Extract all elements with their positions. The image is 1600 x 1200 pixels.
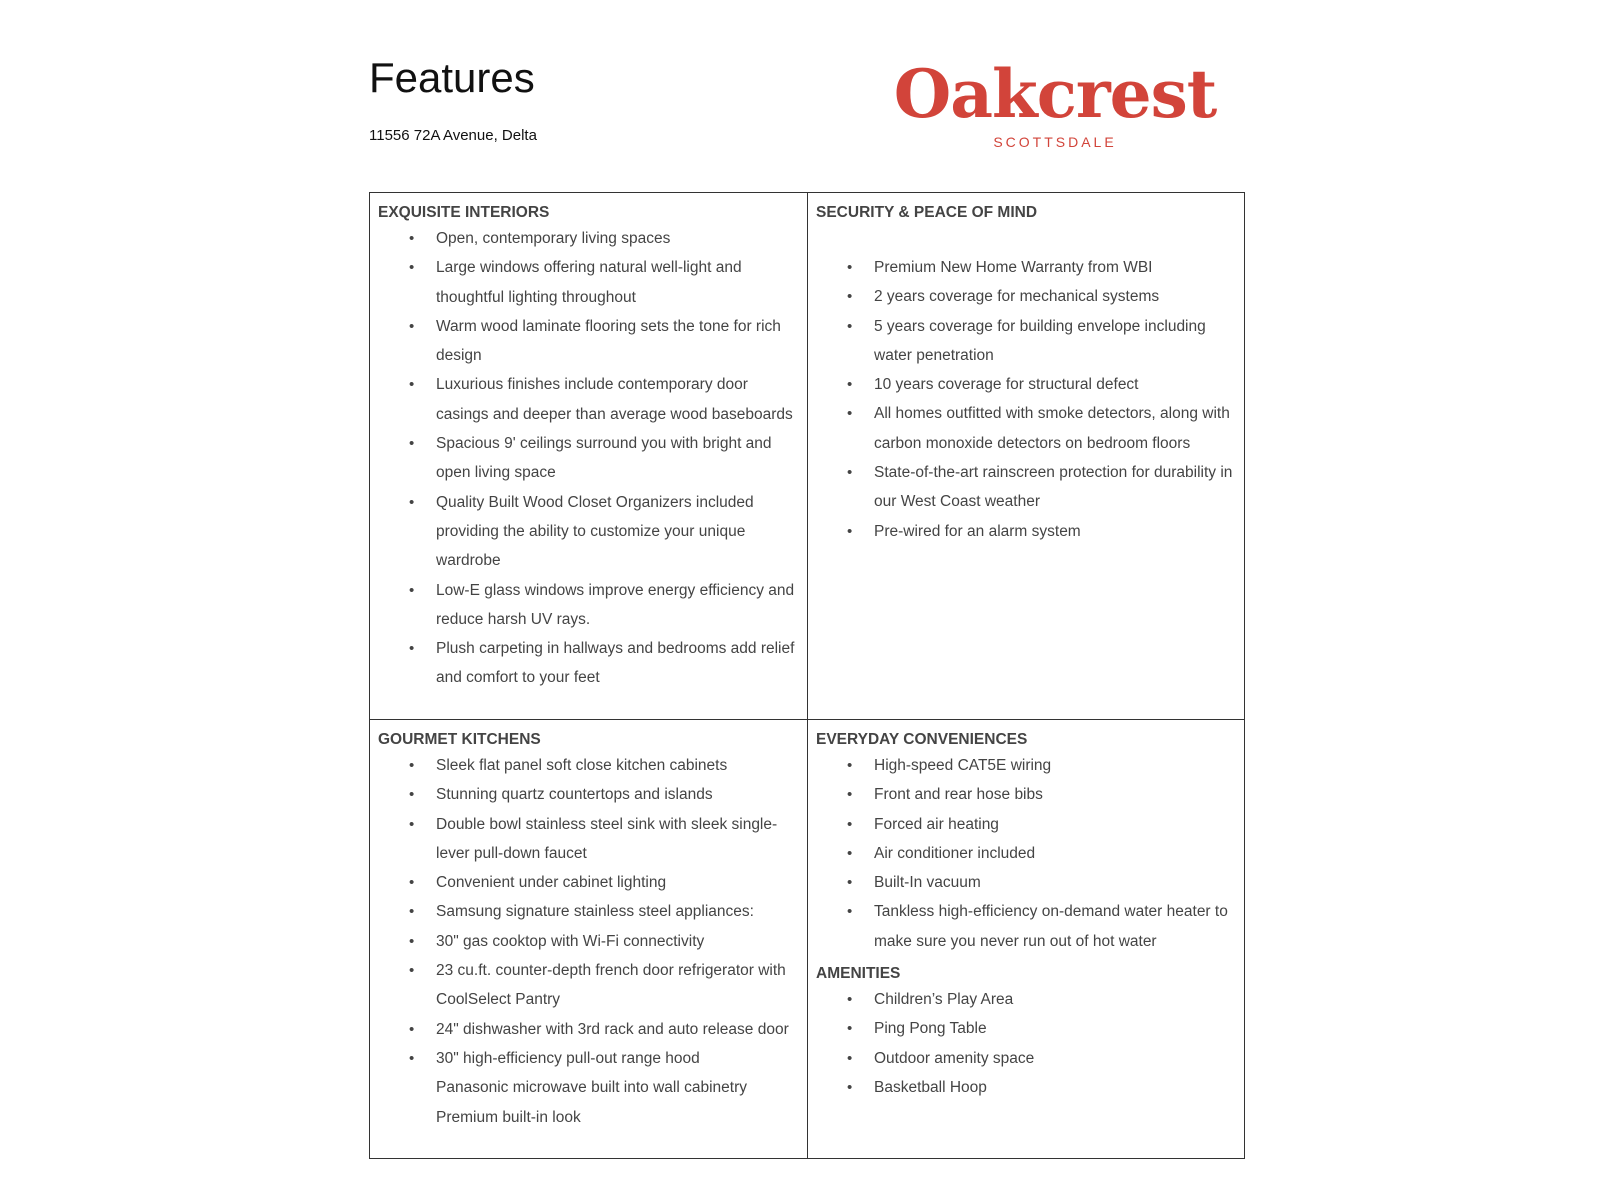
security-list — [816, 253, 1237, 546]
list-item — [816, 282, 1237, 311]
list-item — [378, 927, 799, 956]
list-item-text: 2 years coverage for mechanical systems — [874, 288, 1160, 306]
list-item — [378, 370, 799, 429]
list-item — [378, 224, 799, 253]
list-item — [816, 1073, 1237, 1102]
page-title: Features — [369, 54, 535, 101]
list-item — [816, 312, 1237, 371]
bullet-icon: • — [847, 317, 853, 335]
bullet-icon: • — [409, 786, 415, 804]
list-item — [816, 517, 1237, 546]
amenities-list — [816, 985, 1237, 1102]
list-item — [816, 810, 1237, 839]
bullet-icon: • — [409, 640, 415, 658]
list-item — [378, 488, 799, 576]
list-item — [816, 1014, 1237, 1043]
list-item-text: State-of-the-art rainscreen protection for durability in our West Coast weather — [874, 464, 1233, 511]
bullet-icon: • — [847, 522, 853, 540]
list-item-text: 5 years coverage for building envelope including water penetration — [874, 317, 1206, 364]
interiors-list — [378, 224, 799, 693]
list-item-text: Convenient under cabinet lighting — [436, 874, 667, 892]
bullet-icon: • — [409, 317, 415, 335]
list-item — [378, 868, 799, 897]
conveniences-list — [816, 751, 1237, 956]
list-item-text: Panasonic microwave built into wall cabinetry — [436, 1079, 748, 1097]
list-item-text: Large windows offering natural well-light and thoughtful lighting throughout — [436, 259, 742, 306]
list-item — [378, 634, 799, 693]
list-item — [378, 1015, 799, 1044]
list-item — [378, 312, 799, 371]
list-item — [378, 429, 799, 488]
list-item-text: Forced air heating — [874, 815, 999, 833]
bullet-icon: • — [847, 874, 853, 892]
bullet-icon: • — [409, 230, 415, 247]
list-item — [378, 810, 799, 869]
bullet-icon: • — [847, 786, 853, 804]
bullet-icon: • — [847, 464, 853, 482]
list-item-text: Tankless high-efficiency on-demand water heater to make sure you never run out of hot water — [874, 903, 1228, 950]
bullet-icon: • — [847, 259, 853, 276]
list-item — [816, 370, 1237, 399]
bullet-icon: • — [409, 932, 415, 950]
list-item-text: Warm wood laminate flooring sets the tone for rich design — [436, 317, 781, 365]
security-cell — [808, 193, 1245, 720]
bullet-icon: • — [847, 903, 853, 921]
address: 11556 72A Avenue, Delta — [369, 127, 537, 144]
bullet-icon: • — [409, 581, 415, 599]
list-item-text: 24" dishwasher with 3rd rack and auto release door — [436, 1020, 789, 1038]
conveniences-heading: EVERYDAY CONVENIENCES — [816, 731, 1028, 748]
list-item — [816, 868, 1237, 897]
list-item — [816, 253, 1237, 282]
list-item — [378, 253, 799, 312]
list-item-text: Ping Pong Table — [874, 1020, 987, 1038]
bullet-icon: • — [409, 376, 415, 394]
list-item-text: Samsung signature stainless steel appliances: — [436, 903, 754, 921]
list-item-text: Premium built-in look — [436, 1108, 581, 1126]
list-item-text: Double bowl stainless steel sink with sleek single-lever pull-down faucet — [436, 815, 778, 862]
kitchens-list — [378, 751, 799, 1132]
bullet-icon: • — [409, 874, 415, 892]
oakcrest-logo — [880, 56, 1230, 150]
interiors-heading: EXQUISITE INTERIORS — [378, 204, 550, 221]
logo-wordmark: Oakcrest — [893, 55, 1217, 133]
list-item-text: Stunning quartz countertops and islands — [436, 786, 713, 804]
list-item-text: Front and rear hose bibs — [874, 786, 1043, 804]
list-item-text: Built-In vacuum — [874, 874, 981, 892]
list-item-text: High-speed CAT5E wiring — [874, 757, 1052, 774]
bullet-icon: • — [409, 1049, 415, 1067]
bullet-icon: • — [409, 435, 415, 453]
list-item — [378, 1073, 799, 1102]
logo-subtitle: SCOTTSDALE — [993, 134, 1117, 150]
list-item — [378, 897, 799, 926]
list-item — [378, 1103, 799, 1132]
interiors-cell — [370, 193, 808, 720]
bullet-icon: • — [847, 376, 853, 394]
list-item-text: Low-E glass windows improve energy efficiency and reduce harsh UV rays. — [436, 581, 795, 628]
list-item — [816, 751, 1237, 780]
bullet-icon: • — [847, 1078, 853, 1096]
list-item — [816, 399, 1237, 458]
list-item-text: Plush carpeting in hallways and bedrooms add relief and comfort to your feet — [436, 640, 795, 687]
list-item-text: Outdoor amenity space — [874, 1049, 1035, 1067]
security-heading: SECURITY & PEACE OF MIND — [816, 204, 1038, 221]
features-table — [369, 192, 1245, 1159]
list-item-text: 23 cu.ft. counter-depth french door refrigerator with CoolSelect Pantry — [436, 962, 786, 1009]
list-item-text: Quality Built Wood Closet Organizers included providing the ability to customize your unique wardrobe — [436, 493, 754, 570]
list-item — [816, 780, 1237, 809]
list-item-text: Pre-wired for an alarm system — [874, 522, 1081, 540]
list-item — [816, 985, 1237, 1014]
list-item-text: Luxurious finishes include contemporary door casings and deeper than average wood baseboards — [436, 376, 793, 423]
list-item — [378, 576, 799, 635]
kitchens-cell — [370, 720, 808, 1158]
list-item-text: Open, contemporary living spaces — [436, 230, 671, 247]
list-item — [378, 751, 799, 780]
list-item-text: Air conditioner included — [874, 844, 1036, 862]
list-item — [816, 458, 1237, 517]
bullet-icon: • — [847, 757, 853, 774]
list-item — [816, 1044, 1237, 1073]
bullet-icon: • — [409, 1020, 415, 1038]
bullet-icon: • — [847, 1049, 853, 1067]
bullet-icon: • — [409, 815, 415, 833]
list-item-text: Sleek flat panel soft close kitchen cabinets — [436, 757, 728, 774]
list-item — [816, 897, 1237, 956]
bullet-icon: • — [409, 757, 415, 774]
bullet-icon: • — [409, 259, 415, 277]
bullet-icon: • — [847, 288, 853, 306]
list-item-text: Spacious 9' ceilings surround you with bright and open living space — [436, 435, 772, 482]
bullet-icon: • — [409, 903, 415, 921]
bullet-icon: • — [847, 844, 853, 862]
conveniences-cell — [808, 720, 1245, 1158]
bullet-icon: • — [847, 815, 853, 833]
list-item-text: Premium New Home Warranty from WBI — [874, 259, 1153, 276]
bullet-icon: • — [847, 991, 853, 1009]
list-item-text: All homes outfitted with smoke detectors, along with carbon monoxide detectors on bedroom floors — [874, 405, 1230, 452]
list-item-text: Children’s Play Area — [874, 991, 1014, 1009]
list-item — [378, 1044, 799, 1073]
list-item-text: 30" high-efficiency pull-out range hood — [436, 1049, 700, 1067]
bullet-icon: • — [409, 493, 415, 511]
kitchens-heading: GOURMET KITCHENS — [378, 731, 541, 748]
bullet-icon: • — [409, 962, 415, 980]
bullet-icon: • — [847, 405, 853, 423]
amenities-heading: AMENITIES — [816, 965, 901, 983]
list-item — [816, 839, 1237, 868]
bullet-icon: • — [847, 1020, 853, 1038]
list-item-text: 30" gas cooktop with Wi-Fi connectivity — [436, 932, 705, 950]
list-item-text: 10 years coverage for structural defect — [874, 376, 1139, 394]
list-item — [378, 956, 799, 1015]
list-item-text: Basketball Hoop — [874, 1078, 987, 1096]
list-item — [378, 780, 799, 809]
